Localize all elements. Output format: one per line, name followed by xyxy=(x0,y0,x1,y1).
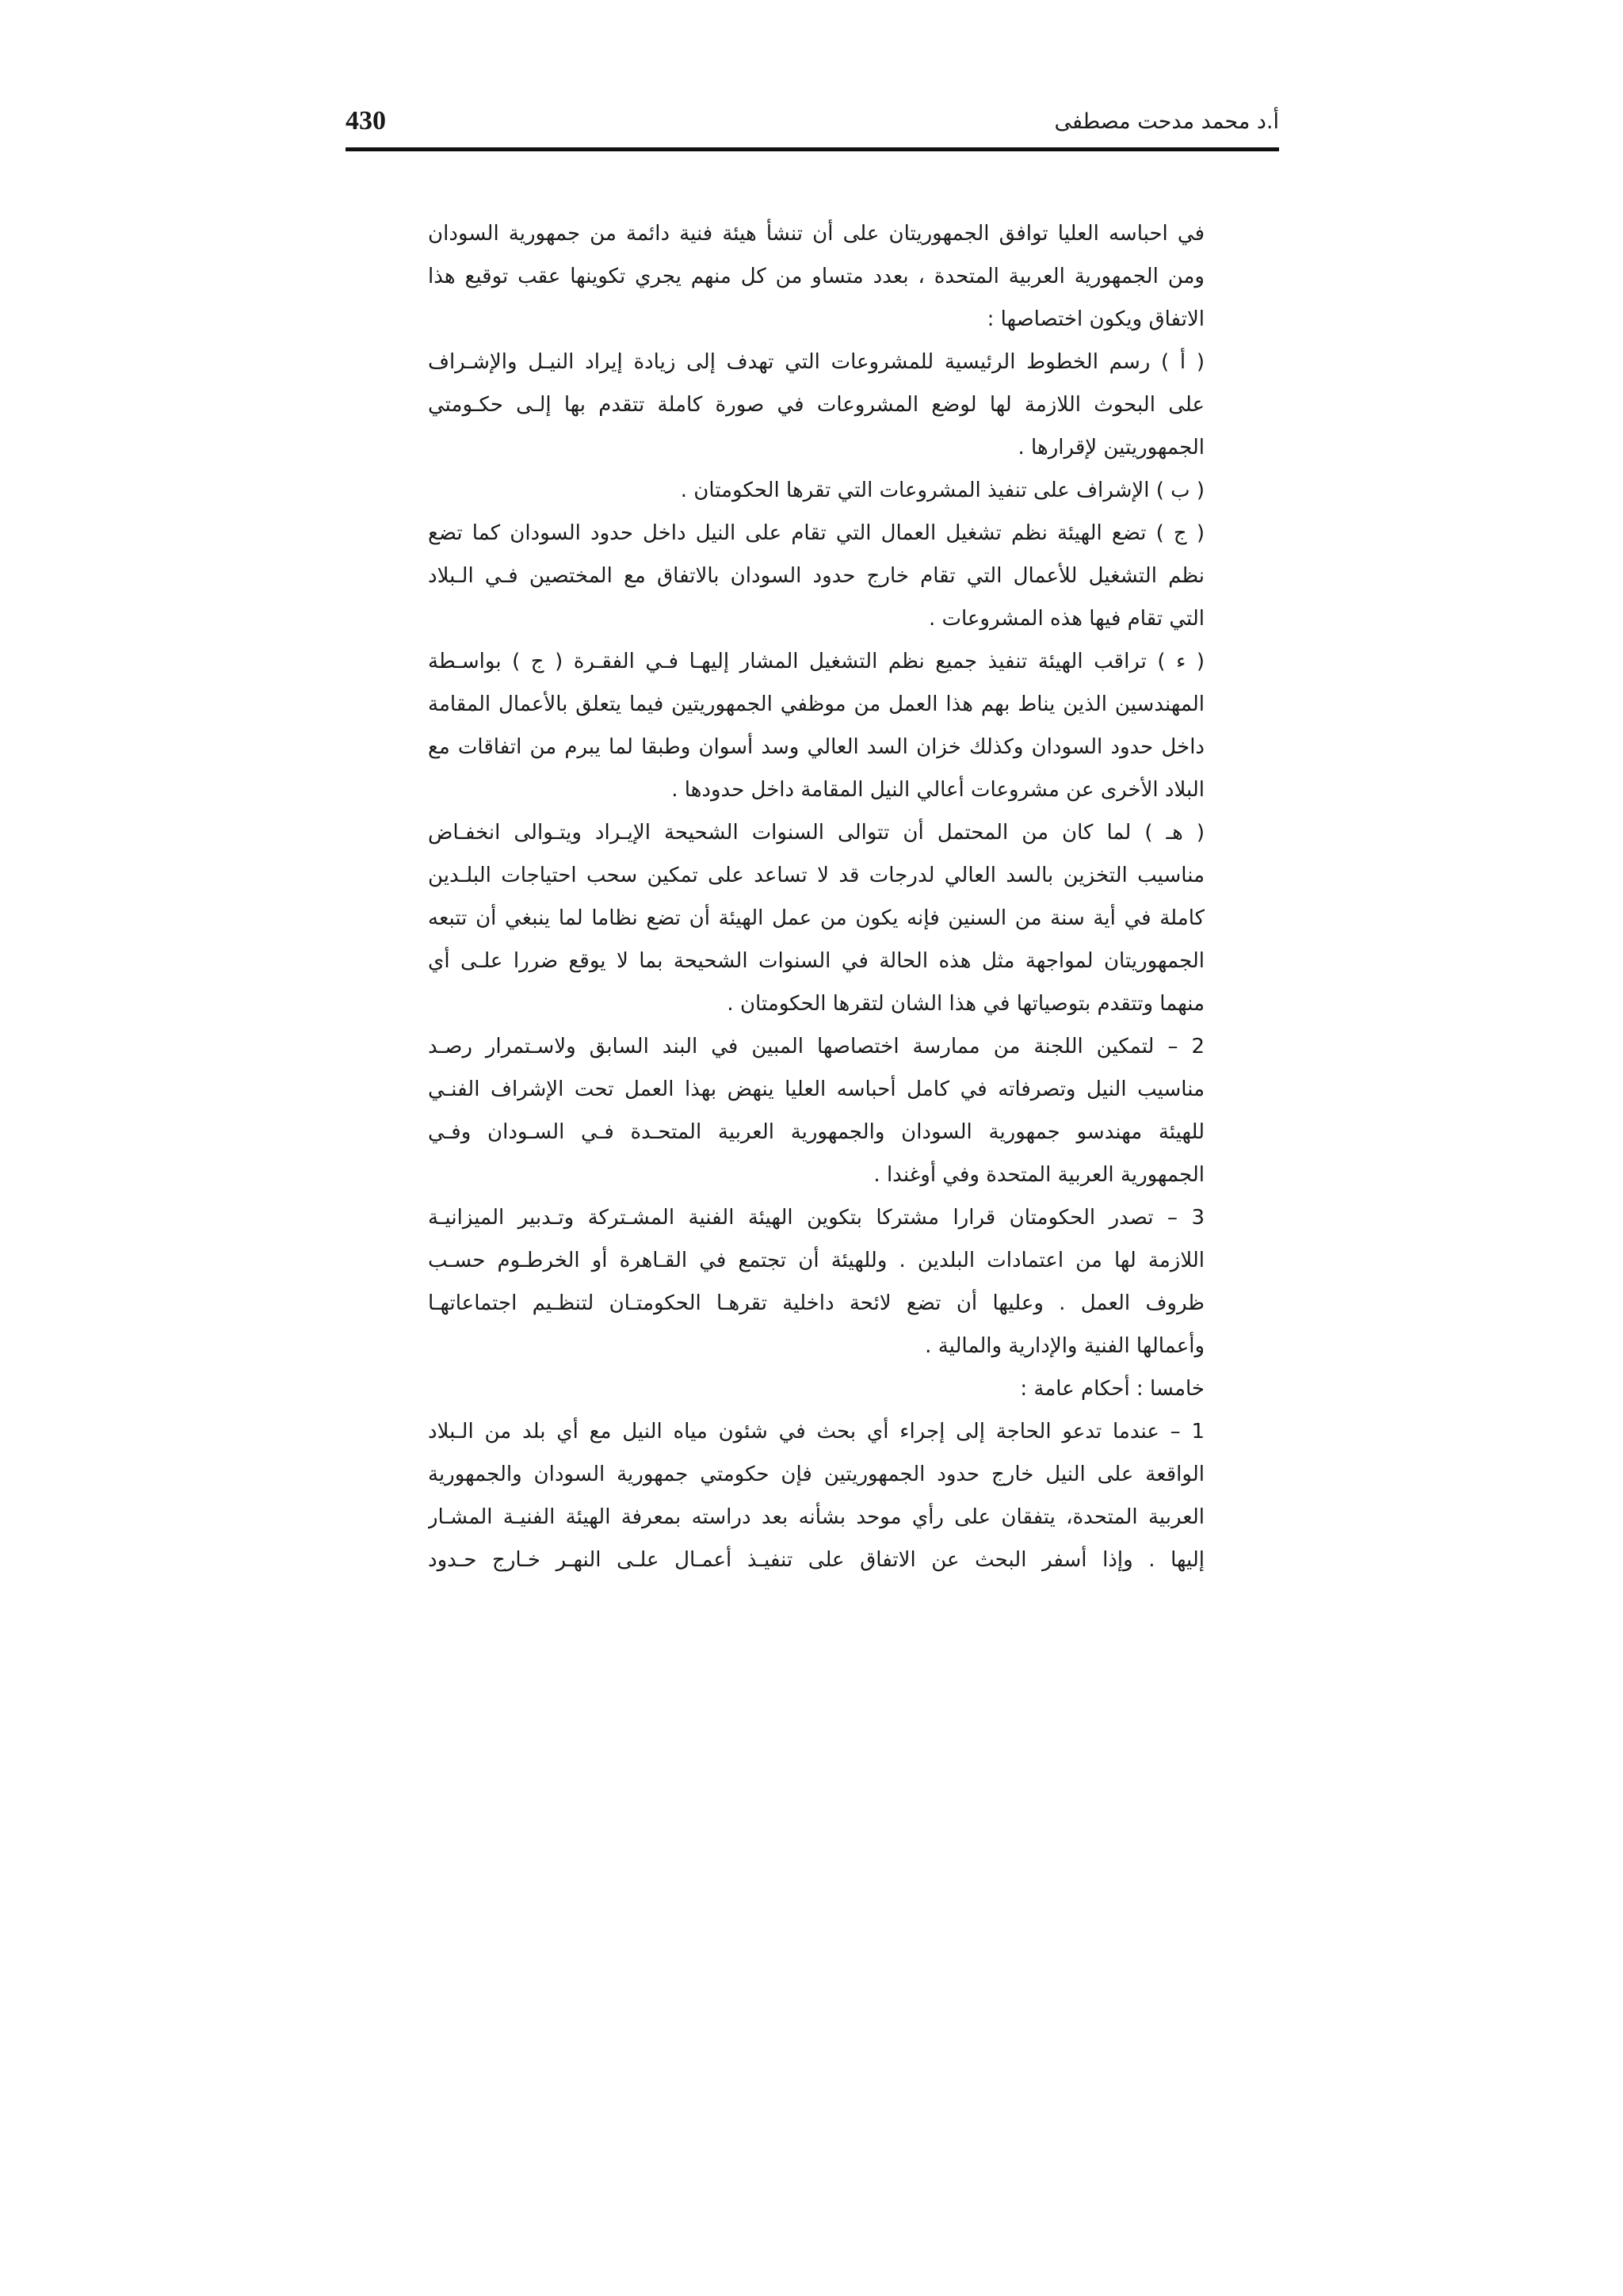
text-line: للهيئة مهندسو جمهورية السودان والجمهورية العربية المتحـدة فـي السـودان وفـي xyxy=(428,1120,1205,1144)
text-line: ( ج ) تضع الهيئة نظم تشغيل العمال التي تقام على النيل داخل حدود السودان كما تضع xyxy=(428,521,1205,545)
text-line: 1 – عندما تدعو الحاجة إلى إجراء أي بحث في شئون مياه النيل مع أي بلد من الـبلاد xyxy=(428,1420,1205,1444)
text-line: العربية المتحدة، يتفقان على رأي موحد بشأنه بعد دراسته بمعرفة الهيئة الفنيـة المشـار xyxy=(428,1505,1205,1529)
text-line: الجمهورية العربية المتحدة وفي أوغندا . xyxy=(873,1163,1205,1187)
text-line: منهما وتتقدم بتوصياتها في هذا الشان لتقرها الحكومتان . xyxy=(727,992,1205,1016)
text-line: في احباسه العليا توافق الجمهوريتان على أن تنشأ هيئة فنية دائمة من جمهورية السودان xyxy=(428,222,1205,246)
text-line: اللازمة لها من اعتمادات البلدين . وللهيئة أن تجتمع في القـاهرة أو الخرطـوم حسـب xyxy=(428,1249,1205,1272)
text-line: التي تقام فيها هذه المشروعات . xyxy=(928,607,1205,631)
text-line: ظروف العمل . وعليها أن تضع لائحة داخلية تقرهـا الحكومتـان لتنظـيم اجتماعاتهـا xyxy=(428,1291,1205,1315)
text-line: الواقعة على النيل خارج حدود الجمهوريتين فإن حكومتي جمهورية السودان والجمهورية xyxy=(428,1463,1205,1486)
text-line: داخل حدود السودان وكذلك خزان السد العالي وسد أسوان وطبقا لما يبرم من اتفاقات مع xyxy=(428,735,1205,759)
text-line: المهندسين الذين يناط بهم هذا العمل من موظفي الجمهوريتين فيما يتعلق بالأعمال المقامة xyxy=(428,692,1205,716)
page-header xyxy=(346,101,1279,149)
text-line: الجمهوريتين لإقرارها . xyxy=(1018,436,1205,460)
text-line: ( هـ ) لما كان من المحتمل أن تتوالى السنوات الشحيحة الإيـراد ويتـوالى انخفـاض xyxy=(428,821,1205,845)
text-line: البلاد الأخرى عن مشروعات أعالي النيل المقامة داخل حدودها . xyxy=(671,778,1205,802)
text-line: 3 – تصدر الحكومتان قرارا مشتركا بتكوين الهيئة الفنية المشـتركة وتـدبير الميزانيـة xyxy=(428,1206,1205,1230)
text-line: مناسيب التخزين بالسد العالي لدرجات قد لا تساعد على تمكين سحب احتياجات البلـدين xyxy=(428,864,1205,887)
text-line: الجمهوريتان لمواجهة مثل هذه الحالة في السنوات الشحيحة بما لا يوقع ضررا علـى أي xyxy=(428,949,1205,973)
text-line: الاتفاق ويكون اختصاصها : xyxy=(987,307,1205,331)
text-line: على البحوث اللازمة لها لوضع المشروعات في صورة كاملة تتقدم بها إلـى حكـومتي xyxy=(428,393,1205,417)
text-line: خامسا : أحكام عامة : xyxy=(1020,1377,1205,1401)
text-line: ( أ ) رسم الخطوط الرئيسية للمشروعات التي تهدف إلى زيادة إيراد النيـل والإشـراف xyxy=(428,350,1205,374)
body-text xyxy=(428,212,1205,1581)
text-line: نظم التشغيل للأعمال التي تقام خارج حدود السودان بالاتفاق مع المختصين فـي الـبلاد xyxy=(428,564,1205,588)
header-divider xyxy=(346,147,1279,151)
text-line: ( ب ) الإشراف على تنفيذ المشروعات التي تقرها الحكومتان . xyxy=(680,479,1205,502)
text-line: إليها . وإذا أسفر البحث عن الاتفاق على تنفيـذ أعمـال علـى النهـر خـارج حـدود xyxy=(428,1548,1205,1572)
text-line: ومن الجمهورية العربية المتحدة ، بعدد متساو من كل منهم يجري تكوينها عقب توقيع هذا xyxy=(428,265,1205,288)
text-line: كاملة في أية سنة من السنين فإنه يكون من عمل الهيئة أن تضع نظاما لما ينبغي أن تتبعه xyxy=(428,906,1205,930)
page-number: 430 xyxy=(346,106,386,135)
author-name: أ.د محمد مدحت مصطفى xyxy=(1054,109,1279,134)
text-line: 2 – لتمكين اللجنة من ممارسة اختصاصها المبين في البند السابق ولاسـتمرار رصـد xyxy=(428,1035,1205,1058)
text-line: مناسيب النيل وتصرفاته في كامل أحباسه العليا ينهض بهذا العمل تحت الإشراف الفنـي xyxy=(428,1077,1205,1101)
text-line: ( ء ) تراقب الهيئة تنفيذ جميع نظم التشغيل المشار إليهـا فـي الفقـرة ( ج ) بواسـطة xyxy=(428,650,1205,673)
text-line: وأعمالها الفنية والإدارية والمالية . xyxy=(925,1334,1205,1358)
